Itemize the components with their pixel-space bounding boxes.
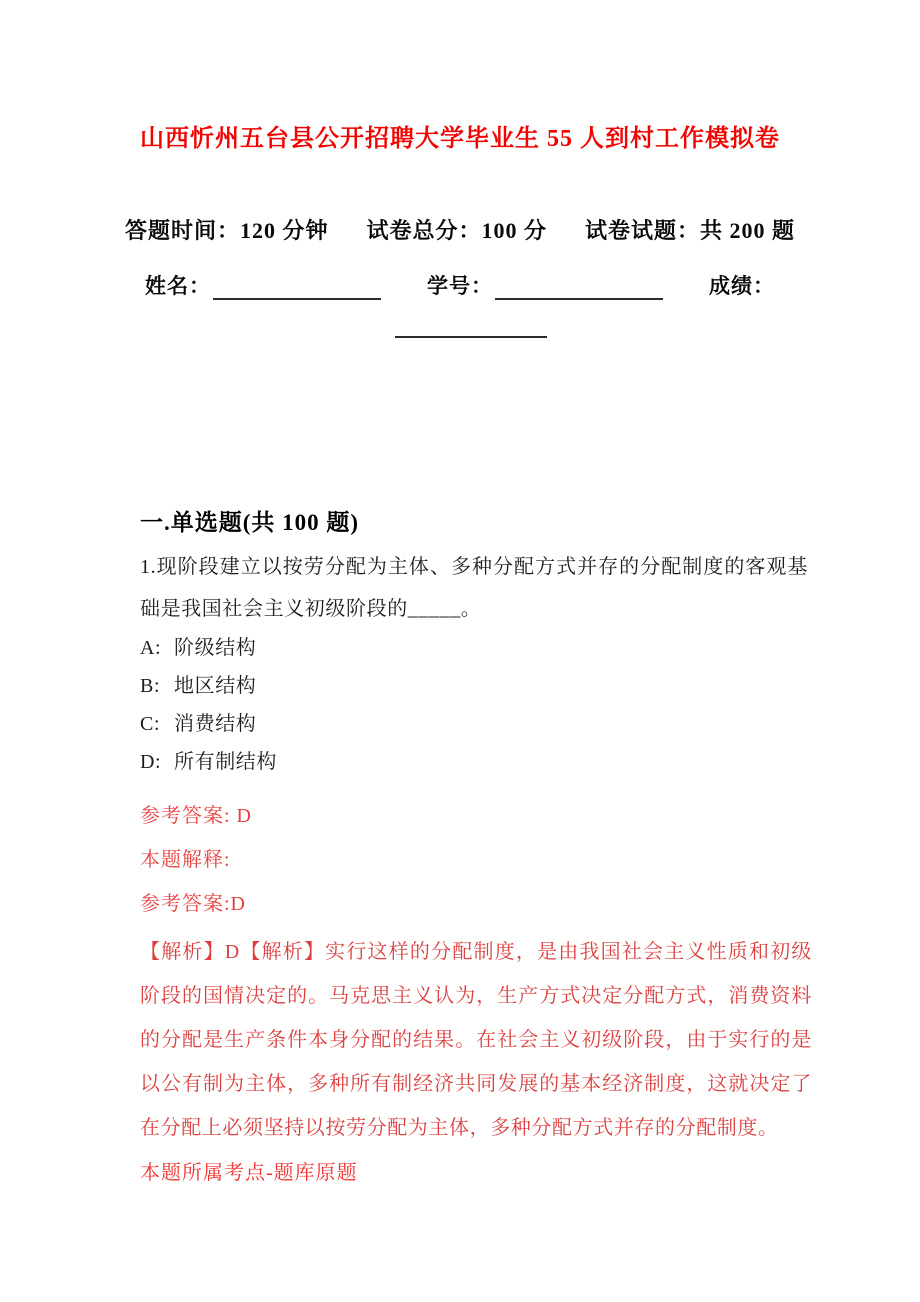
- question-1: [140, 546, 808, 630]
- exam-meta-row: [0, 214, 920, 245]
- analysis-paragraph: 【解析】D【解析】实行这样的分配制度，是由我国社会主义性质和初级阶段的国情决定的。马克思主义认为，生产方式决定分配方式，消费资料的分配是生产条件本身分配的结果。在社会主义初级阶段，由于实行的是以公有制为主体，多种所有制经济共同发展的基本经济制度，这就决定了在分配上必须坚持以按劳分配为主体，多种分配方式并存的分配制度。: [140, 941, 812, 1139]
- option-a: [140, 629, 808, 667]
- explanation-label-line: 本题解释:: [140, 849, 231, 871]
- grade-blank-line: [395, 308, 547, 338]
- student-id-blank-line: [495, 274, 663, 300]
- option-a-text: 阶级结构: [174, 637, 257, 659]
- meta-total-score: 试卷总分：100 分: [366, 218, 547, 243]
- name-blank-line: [213, 274, 381, 300]
- option-d-text: 所有制结构: [174, 751, 277, 773]
- name-label: 姓名：: [145, 274, 211, 298]
- grade-field: [709, 270, 775, 300]
- option-c-text: 消费结构: [174, 713, 257, 735]
- student-id-field: [427, 270, 663, 300]
- student-id-label: 学号：: [427, 274, 493, 298]
- meta-answer-time: 答题时间：120 分钟: [124, 218, 329, 243]
- options-list: [140, 629, 808, 781]
- option-c-key: C:: [140, 713, 161, 735]
- option-d-key: D:: [140, 751, 162, 773]
- page-title: 山西忻州五台县公开招聘大学毕业生 55 人到村工作模拟卷: [140, 126, 780, 152]
- question-text: 现阶段建立以按劳分配为主体、多种分配方式并存的分配制度的客观基础是我国社会主义初级阶段的_____。: [140, 556, 808, 620]
- option-d: [140, 743, 808, 781]
- grade-label: 成绩：: [709, 274, 775, 298]
- option-c: [140, 705, 808, 743]
- section-heading: 一.单选题(共 100 题): [140, 510, 360, 535]
- student-info-row: [0, 270, 920, 300]
- option-b-key: B:: [140, 675, 161, 697]
- reference-answer-line-2: 参考答案:D: [140, 893, 246, 915]
- option-b: [140, 667, 808, 705]
- exam-point-source-line: 本题所属考点-题库原题: [140, 1162, 358, 1184]
- question-number: 1.: [140, 556, 157, 578]
- option-a-key: A:: [140, 637, 162, 659]
- grade-blank-row: [0, 308, 920, 343]
- meta-question-count: 试卷试题：共 200 题: [585, 218, 796, 243]
- reference-answer-line: 参考答案: D: [140, 805, 252, 827]
- option-b-text: 地区结构: [174, 675, 257, 697]
- name-field: [145, 270, 381, 300]
